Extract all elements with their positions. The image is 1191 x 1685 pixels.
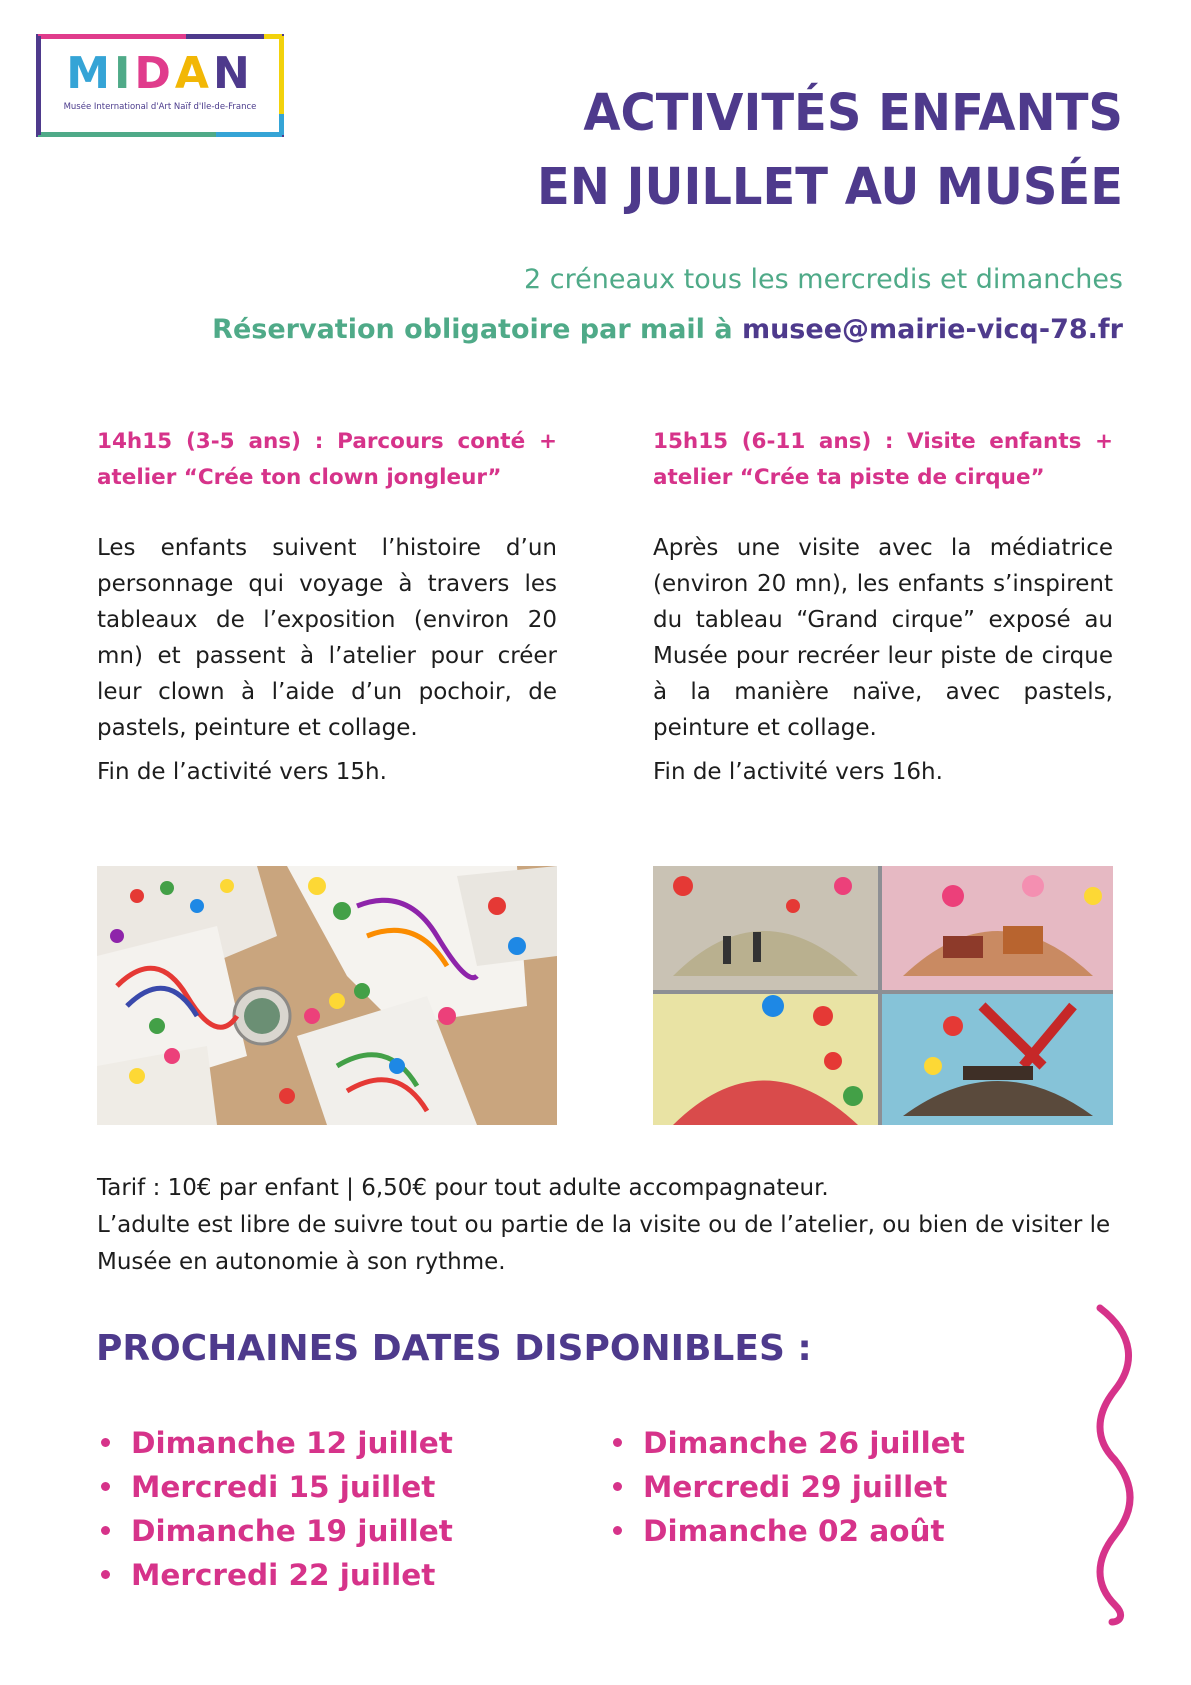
logo-letter: D <box>134 48 175 99</box>
date-item: Dimanche 12 juillet <box>97 1421 453 1465</box>
bullet-icon <box>101 1570 110 1579</box>
page-title-line-2: EN JUILLET AU MUSÉE <box>536 157 1123 217</box>
session-left-heading: 14h15 (3-5 ans) : Parcours conté + atelier “Crée ton clown jongleur” <box>97 429 557 490</box>
date-item: Dimanche 19 juillet <box>97 1509 453 1553</box>
reservation-label: Réservation obligatoire par mail à <box>212 314 742 345</box>
bullet-icon <box>613 1438 622 1447</box>
date-item: Mercredi 15 juillet <box>97 1465 453 1509</box>
date-item: Mercredi 29 juillet <box>609 1465 965 1509</box>
reservation-email-link[interactable]: musee@mairie-vicq-78.fr <box>741 314 1123 345</box>
pricing-line: Tarif : 10€ par enfant | 6,50€ pour tout adulte accompagnateur. <box>97 1175 829 1201</box>
bullet-icon <box>101 1526 110 1535</box>
dates-list-left <box>97 1421 453 1597</box>
bullet-icon <box>101 1482 110 1491</box>
logo-wordmark <box>36 50 284 98</box>
logo-subtitle: Musée International d'Art Naïf d'Ile-de-France <box>63 102 257 112</box>
session-left-end-time: Fin de l’activité vers 15h. <box>97 759 387 785</box>
logo-letter: I <box>114 48 135 99</box>
midan-logo <box>36 34 284 137</box>
circus-workshop-photo <box>653 866 1113 1125</box>
bullet-icon <box>101 1438 110 1447</box>
session-right-description: Après une visite avec la médiatrice (environ 20 mn), les enfants s’inspirent du tableau “Grand cirque” exposé au Musée pour recréer leur piste de cirque à la manière naïve, avec pastels, peinture et collage. <box>653 535 1113 741</box>
bullet-icon <box>613 1482 622 1491</box>
page-title-line-1: ACTIVITÉS ENFANTS <box>583 83 1123 143</box>
accompanying-adult-note: L’adulte est libre de suivre tout ou partie de la visite ou de l’atelier, ou bien de visiter le Musée en autonomie à son rythme. <box>97 1212 1111 1275</box>
dates-list-right <box>609 1421 965 1553</box>
bullet-icon <box>613 1526 622 1535</box>
logo-letter: N <box>212 48 254 99</box>
session-right-end-time: Fin de l’activité vers 16h. <box>653 759 943 785</box>
schedule-subtitle: 2 créneaux tous les mercredis et dimanches <box>524 264 1123 295</box>
decorative-squiggle <box>1090 1300 1140 1630</box>
session-left <box>97 424 557 790</box>
session-right <box>653 424 1113 790</box>
clown-workshop-photo <box>97 866 557 1125</box>
upcoming-dates-heading: PROCHAINES DATES DISPONIBLES : <box>96 1328 812 1369</box>
date-item: Mercredi 22 juillet <box>97 1553 453 1597</box>
reservation-line <box>212 312 1123 348</box>
session-right-heading: 15h15 (6-11 ans) : Visite enfants + atelier “Crée ta piste de cirque” <box>653 429 1113 490</box>
date-item: Dimanche 26 juillet <box>609 1421 965 1465</box>
logo-letter: M <box>66 48 114 99</box>
pricing-info <box>97 1170 1127 1281</box>
date-item: Dimanche 02 août <box>609 1509 965 1553</box>
session-left-description: Les enfants suivent l’histoire d’un personnage qui voyage à travers les tableaux de l’exposition (environ 20 mn) et passent à l’atelier pour créer leur clown à l’aide d’un pochoir, de pastels, peinture et collage. <box>97 535 557 741</box>
logo-letter: A <box>174 48 213 99</box>
